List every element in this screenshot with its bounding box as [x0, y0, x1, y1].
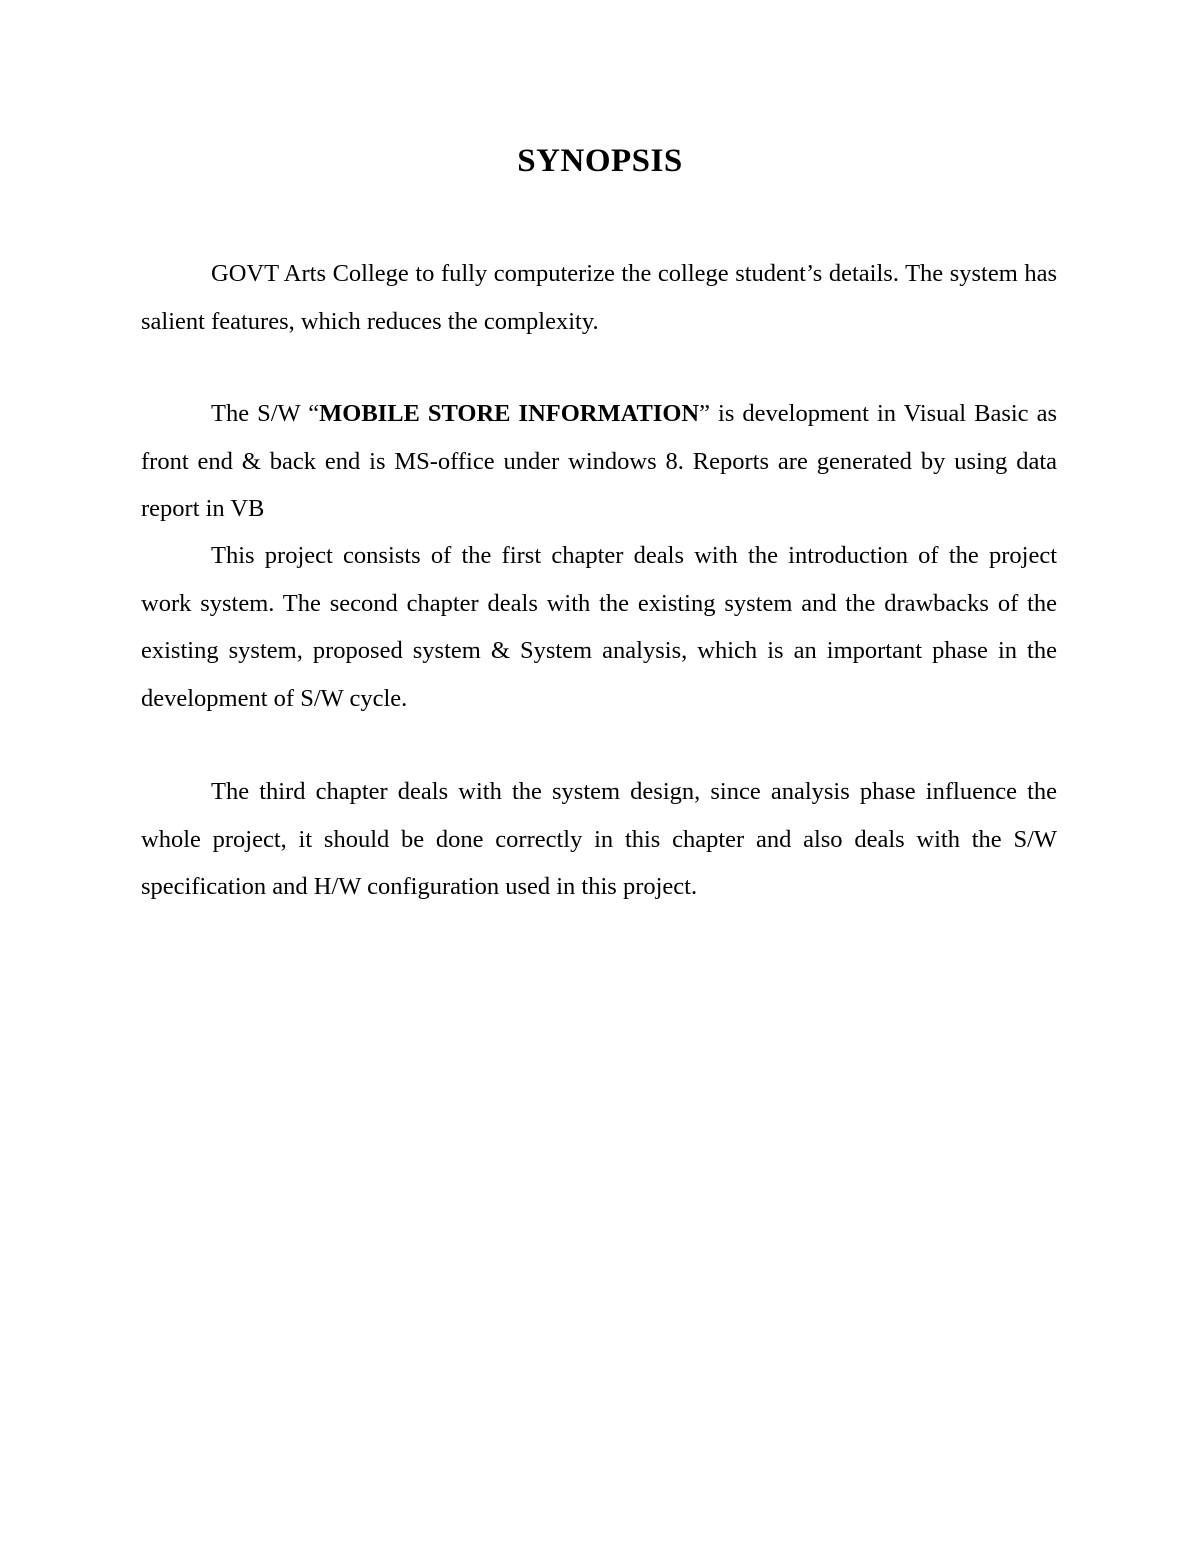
- paragraph-software: [141, 390, 1057, 533]
- paragraph-software-lead: The S/W “: [211, 400, 320, 427]
- paragraph-design: The third chapter deals with the system design, since analysis phase influence the whole project, it should be done correctly in this chapter and also deals with the S/W specification and H/W configuration used in this project.: [141, 778, 1057, 900]
- page-title: SYNOPSIS: [517, 143, 683, 179]
- paragraph-chapters: This project consists of the first chapter deals with the introduction of the project work system. The second chapter deals with the existing system and the drawbacks of the existing system, proposed system & System analysis, which is an important phase in the development of S/W cycle.: [141, 542, 1057, 712]
- software-name: MOBILE STORE INFORMATION: [319, 400, 700, 427]
- paragraph-intro: GOVT Arts College to fully computerize the college student’s details. The system has salient features, which reduces the complexity.: [141, 260, 1057, 335]
- paragraph-software-rest: ” is development in Visual Basic as front end & back end is MS-office under windows 8. Reports are generated by using data report in VB: [141, 400, 1057, 522]
